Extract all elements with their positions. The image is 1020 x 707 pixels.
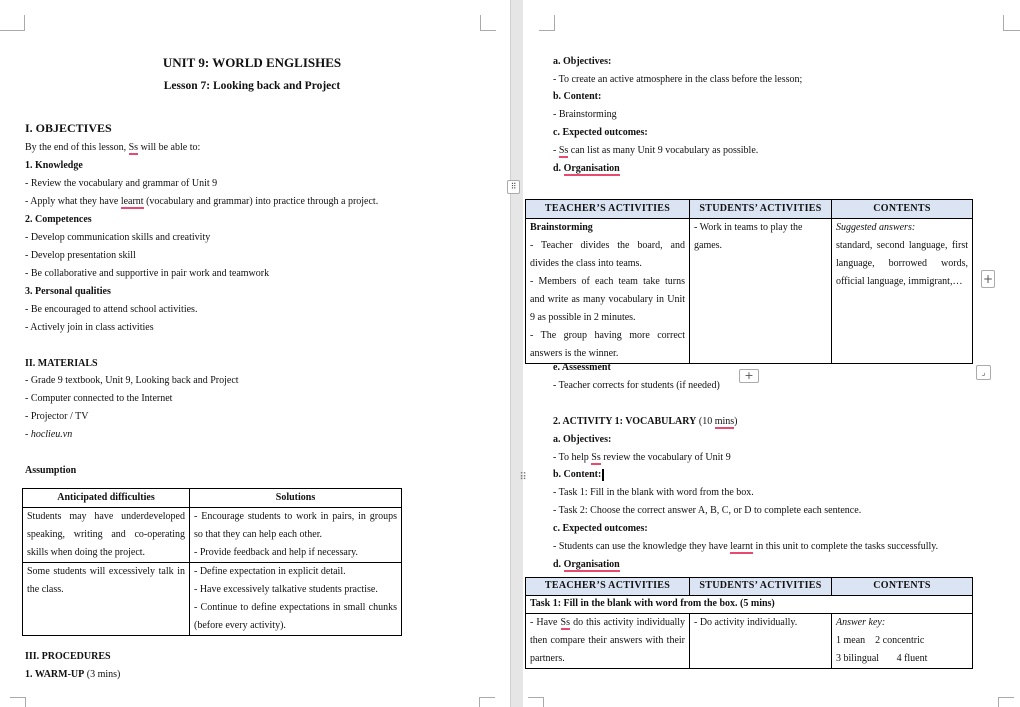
text: (3 mins): [86, 669, 121, 680]
students-activity: - Do activity individually.: [694, 617, 798, 628]
material-item: [25, 426, 72, 444]
warmup-organisation-table: [525, 199, 973, 364]
activity1-task: - Task 2: Choose the correct answer A, B, C, or D to complete each sentence.: [553, 505, 862, 516]
lesson-title: Lesson 7: Looking back and Project: [163, 80, 341, 92]
knowledge-item: - Review the vocabulary and grammar of Unit 9: [25, 178, 218, 189]
warmup-content-heading: b. Content:: [553, 91, 602, 102]
solution-item: - Provide feedback and help if necessary.: [194, 547, 359, 558]
assumption-table: [22, 488, 402, 636]
difficulty-cell: Some students will excessively talk in the class.: [27, 566, 185, 595]
margin-corner-mark: [1003, 15, 1020, 31]
answer-row: [836, 632, 968, 650]
teacher-step: - The group having more correct answers is the winner.: [530, 330, 685, 359]
warmup-objectives-heading: a. Objectives:: [553, 56, 612, 67]
activity1-outcomes-heading: c. Expected outcomes:: [553, 523, 648, 534]
table-resize-handle-icon[interactable]: ⌟: [976, 365, 991, 380]
spelling-flag[interactable]: Organisation: [563, 559, 620, 570]
column-header: CONTENTS: [832, 200, 973, 219]
solution-item: - Define expectation in explicit detail.: [194, 566, 346, 577]
text: do this activity individually then compare their answers with their partners.: [530, 617, 685, 664]
activity1-organisation-table: [525, 577, 973, 669]
activity1-outcome: [553, 538, 938, 556]
solution-item: - Have excessively talkative students practise.: [194, 584, 378, 595]
answer-row: [836, 650, 968, 668]
text: in this unit to complete the tasks successfully.: [755, 541, 939, 552]
answer: 4 fluent: [896, 653, 928, 664]
warmup-objective: - To create an active atmosphere in the class before the lesson;: [553, 74, 803, 85]
column-header: STUDENTS’ ACTIVITIES: [690, 578, 832, 596]
text: d.: [553, 559, 564, 570]
assessment-heading: e. Assessment: [553, 362, 611, 373]
task-row: Task 1: Fill in the blank with word from the box. (5 mins): [526, 596, 973, 614]
material-item: - Grade 9 textbook, Unit 9, Looking back and Project: [25, 375, 239, 386]
text-cursor: [602, 469, 604, 481]
answer: 1 mean: [836, 635, 866, 646]
objectives-heading: I. OBJECTIVES: [25, 121, 112, 135]
material-item: - Projector / TV: [25, 411, 89, 422]
materials-heading: II. MATERIALS: [25, 358, 98, 369]
personal-qualities-heading: 3. Personal qualities: [25, 286, 111, 297]
warmup-organisation-heading: [553, 160, 620, 178]
competences-heading: 2. Competences: [25, 214, 92, 225]
answer: 2 concentric: [875, 635, 925, 646]
margin-corner-mark: [480, 15, 496, 31]
text: 1. WARM-UP: [25, 669, 85, 680]
add-column-plus-icon[interactable]: +: [982, 272, 994, 286]
difficulty-cell: Students may have underdeveloped speaking, writing and co-operating skills when doing the project.: [27, 511, 185, 558]
page-gap: [510, 0, 523, 707]
table-row: [23, 563, 402, 636]
column-header: TEACHER’S ACTIVITIES: [526, 578, 690, 596]
activity1-organisation-heading: [553, 556, 620, 574]
knowledge-heading: 1. Knowledge: [25, 160, 83, 171]
warmup-outcome: [553, 142, 758, 160]
spelling-flag[interactable]: Organisation: [563, 163, 620, 174]
text: - Students can use the knowledge they have: [553, 541, 728, 552]
document-page-2: [519, 0, 1020, 707]
spelling-flag[interactable]: mins: [714, 416, 735, 427]
competence-item: - Develop communication skills and creativity: [25, 232, 211, 243]
answer: 3 bilingual: [836, 653, 880, 664]
solution-item: - Encourage students to work in pairs, in groups so that they can help each other.: [194, 511, 397, 540]
teacher-step: - Teacher divides the board, and divides the class into teams.: [530, 240, 685, 269]
knowledge-item: [25, 193, 378, 211]
document-title: UNIT 9: WORLD ENGLISHES: [162, 55, 342, 70]
text: will be able to:: [140, 142, 201, 153]
paragraph-drag-handle-icon[interactable]: ⠿: [519, 472, 527, 483]
text: - To help: [553, 452, 589, 463]
warmup-heading: [25, 666, 120, 684]
text: By the end of this lesson,: [25, 142, 127, 153]
text: 2. ACTIVITY 1: VOCABULARY: [553, 416, 697, 427]
warmup-outcomes-heading: c. Expected outcomes:: [553, 127, 648, 138]
spelling-flag[interactable]: Ss: [591, 452, 601, 463]
solution-item: - Continue to define expectations in small chunks (before every activity).: [194, 602, 397, 631]
material-item: - Computer connected to the Internet: [25, 393, 173, 404]
material-link[interactable]: hoclieu.vn: [30, 429, 73, 440]
text: - Apply what they have: [25, 196, 119, 207]
spelling-flag[interactable]: learnt: [120, 196, 144, 207]
activity-title: Brainstorming: [530, 222, 593, 233]
margin-corner-mark: [998, 697, 1014, 707]
table-row: [526, 219, 973, 364]
column-header: CONTENTS: [832, 578, 973, 596]
warmup-content: - Brainstorming: [553, 109, 617, 120]
text: - Have: [530, 617, 558, 628]
text: d.: [553, 163, 564, 174]
personal-item: - Actively join in class activities: [25, 322, 154, 333]
margin-corner-mark: [539, 15, 555, 31]
teacher-step: [530, 614, 685, 668]
procedures-heading: III. PROCEDURES: [25, 651, 111, 662]
column-header: Solutions: [190, 489, 402, 508]
spelling-flag[interactable]: Ss: [560, 617, 570, 628]
column-header: Anticipated difficulties: [23, 489, 190, 508]
spelling-flag[interactable]: Ss: [128, 142, 139, 153]
answer-key-label: Answer key:: [836, 617, 886, 628]
text: can list as many Unit 9 vocabulary as possible.: [570, 145, 759, 156]
text: (10: [698, 416, 713, 427]
assumption-heading: Assumption: [25, 465, 77, 476]
column-header: TEACHER’S ACTIVITIES: [526, 200, 690, 219]
activity1-objectives-heading: a. Objectives:: [553, 434, 612, 445]
add-row-plus-icon[interactable]: +: [739, 369, 759, 383]
suggested-answers-label: Suggested answers:: [836, 222, 916, 233]
text: -: [553, 145, 559, 156]
text: (vocabulary and grammar) into practice through a project.: [146, 196, 379, 207]
students-activity: - Work in teams to play the games.: [694, 222, 803, 251]
spelling-flag[interactable]: learnt: [730, 541, 753, 552]
table-row: [526, 614, 973, 669]
table-move-handle-icon[interactable]: ⠿: [507, 180, 520, 194]
margin-corner-mark: [0, 15, 25, 31]
margin-corner-mark: [528, 697, 544, 707]
text: b. Content:: [553, 469, 602, 480]
text: ): [734, 416, 738, 427]
column-header: STUDENTS’ ACTIVITIES: [690, 200, 832, 219]
assessment-text: - Teacher corrects for students (if needed): [553, 380, 720, 391]
personal-item: - Be encouraged to attend school activities.: [25, 304, 198, 315]
suggested-answers: standard, second language, first language, borrowed words, official language, immigrant,…: [836, 240, 968, 287]
activity1-task: - Task 1: Fill in the blank with word from the box.: [553, 487, 754, 498]
competence-item: - Be collaborative and supportive in pair work and teamwork: [25, 268, 270, 279]
competence-item: - Develop presentation skill: [25, 250, 136, 261]
spelling-flag[interactable]: Ss: [558, 145, 569, 156]
text: review the vocabulary of Unit 9: [603, 452, 731, 463]
margin-corner-mark: [479, 697, 495, 707]
activity1-heading: [553, 413, 738, 431]
activity1-content-heading: [553, 466, 604, 484]
margin-corner-mark: [10, 697, 26, 707]
objectives-intro: [25, 139, 200, 157]
text: -: [25, 429, 31, 440]
activity1-objective: [553, 449, 731, 467]
teacher-step: - Members of each team take turns and write as many vocabulary in Unit 9 as possible in 2 minutes.: [530, 276, 685, 323]
table-row: [23, 508, 402, 563]
